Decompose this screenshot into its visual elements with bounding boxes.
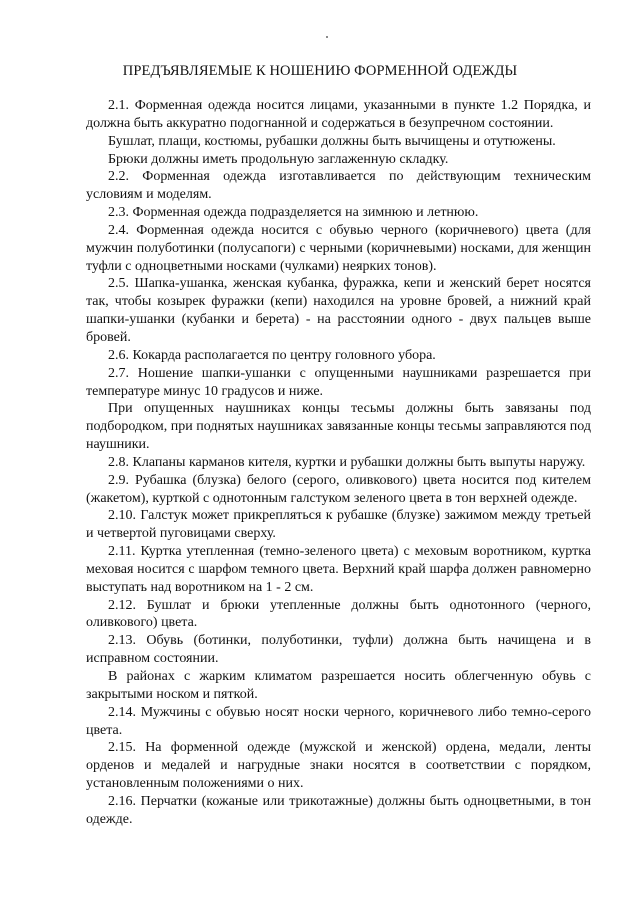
paragraph-2-16: 2.16. Перчатки (кожаные или трикотажные) должны быть одноцветными, в тон одежде. bbox=[86, 793, 591, 827]
paragraph-2-10: 2.10. Галстук может прикрепляться к рубашке (блузке) зажимом между третьей и четвертой пуговицами сверху. bbox=[86, 508, 591, 542]
paragraph-2-13: 2.13. Обувь (ботинки, полуботинки, туфли) должна быть начищена и в исправном состоянии. bbox=[86, 633, 591, 667]
paragraph-2-5: 2.5. Шапка-ушанка, женская кубанка, фуражка, кепи и женский берет носятся так, чтобы козырек фуражки (кепи) находился на уровне бровей, а нижний край шапки-ушанки (кубанки и берета) - на расстоянии одного - двух пальцев выше бровей. bbox=[86, 276, 591, 345]
paragraph-trousers-crease: Брюки должны иметь продольную заглаженную складку. bbox=[108, 151, 449, 167]
paragraph-2-9: 2.9. Рубашка (блузка) белого (серого, оливкового) цвета носится под кителем (жакетом), курткой с однотонным галстуком зеленого цвета в тон верхней одежде. bbox=[86, 472, 591, 506]
paragraph-2-1: 2.1. Форменная одежда носится лицами, указанными в пункте 1.2 Порядка, и должна быть аккуратно подогнанной и содержаться в безупречном состоянии. bbox=[86, 98, 591, 131]
paragraph-2-4: 2.4. Форменная одежда носится с обувью черного (коричневого) цвета (для мужчин полуботинки (полусапоги) с черными (коричневыми) носками, для женщин туфли с одноцветными носками (чулками) неярких тонов). bbox=[86, 222, 591, 274]
paragraph-outerwear-care: Бушлат, плащи, костюмы, рубашки должны быть вычищены и отутюжены. bbox=[108, 133, 556, 149]
paragraph-hot-climate-shoes: В районах с жарким климатом разрешается носить облегченную обувь с закрытыми носком и пяткой. bbox=[86, 669, 591, 702]
paragraph-2-11: 2.11. Куртка утепленная (темно-зеленого цвета) с меховым воротником, куртка меховая носится с шарфом темного цвета. Верхний край шарфа должен равномерно выступать над воротником на 1 - 2 см. bbox=[86, 544, 591, 595]
document-body bbox=[86, 97, 591, 829]
paragraph-2-3: 2.3. Форменная одежда подразделяется на зимнюю и летнюю. bbox=[108, 205, 479, 221]
paragraph-2-2: 2.2. Форменная одежда изготавливается по действующим техническим условиям и моделям. bbox=[86, 169, 591, 203]
scan-speck bbox=[326, 36, 328, 38]
paragraph-2-15: 2.15. На форменной одежде (мужской и женской) ордена, медали, ленты орденов и медалей и нагрудные знаки носятся в соответствии с порядком, установленным положениями о них. bbox=[86, 740, 591, 792]
paragraph-2-14: 2.14. Мужчины с обувью носят носки черного, коричневого либо темно-серого цвета. bbox=[86, 704, 591, 738]
paragraph-earflaps-ties: При опущенных наушниках концы тесьмы должны быть завязаны под подбородком, при поднятых наушниках завязанные концы тесьмы заправляются под наушники. bbox=[86, 401, 591, 453]
paragraph-2-7: 2.7. Ношение шапки-ушанки с опущенными наушниками разрешается при температуре минус 10 градусов и ниже. bbox=[86, 365, 591, 399]
paragraph-2-12: 2.12. Бушлат и брюки утепленные должны быть однотонного (черного, оливкового) цвета. bbox=[86, 597, 591, 631]
paragraph-2-6: 2.6. Кокарда располагается по центру головного убора. bbox=[108, 347, 436, 363]
paragraph-2-8: 2.8. Клапаны карманов кителя, куртки и рубашки должны быть выпуты наружу. bbox=[108, 454, 586, 470]
document-title: ПРЕДЪЯВЛЯЕМЫЕ К НОШЕНИЮ ФОРМЕННОЙ ОДЕЖДЫ bbox=[122, 63, 518, 79]
